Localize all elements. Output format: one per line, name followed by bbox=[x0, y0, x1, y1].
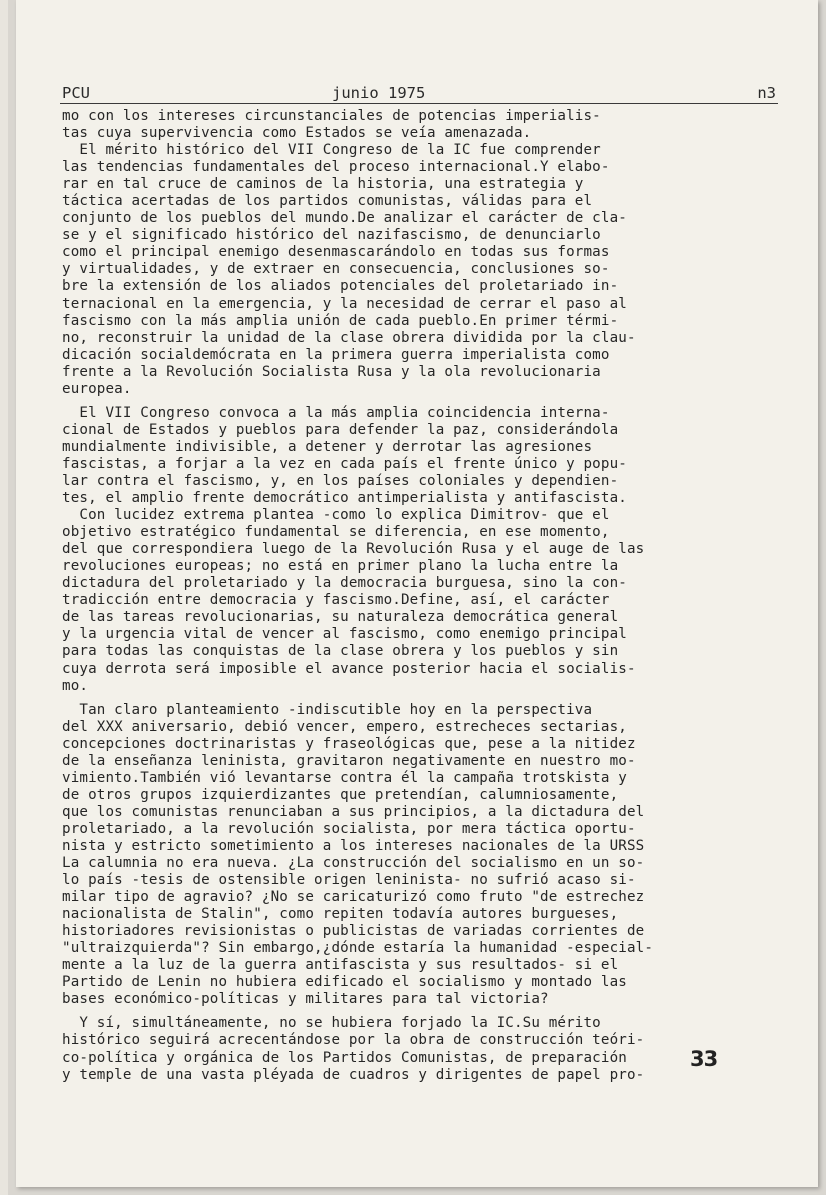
text-line: bre la extensión de los aliados potenciales del proletariado in- bbox=[62, 278, 619, 295]
text-line: mo con los intereses circunstanciales de potencias imperialis- bbox=[62, 108, 601, 124]
text-line: mundialmente indivisible, a detener y derrotar las agresiones bbox=[62, 438, 593, 455]
text-line: co-política y orgánica de los Partidos Comunistas, de preparación bbox=[62, 1049, 627, 1066]
header-date: junio 1975 bbox=[332, 84, 426, 102]
text-line: fascismo con la más amplia unión de cada pueblo.En primer térmi- bbox=[62, 312, 619, 329]
text-line: concepciones doctrinaristas y fraseológicas que, pese a la nitidez bbox=[62, 735, 636, 752]
header-rule bbox=[60, 103, 778, 104]
text-line: nacionalista de Stalin", como repiten todavía autores burgueses, bbox=[62, 906, 619, 923]
text-line: tas cuya supervivencia como Estados se veía amenazada. bbox=[62, 125, 532, 142]
text-line: de las tareas revolucionarias, su naturaleza democrática general bbox=[62, 609, 619, 626]
text-line: del XXX aniversario, debió vencer, empero, estrecheces sectarias, bbox=[62, 718, 627, 735]
text-line: de la enseñanza leninista, gravitaron negativamente en nuestro mo- bbox=[62, 752, 636, 769]
text-line: cuya derrota será imposible el avance posterior hacia el socialis- bbox=[62, 660, 636, 677]
text-line: cional de Estados y pueblos para defender la paz, considerándola bbox=[62, 421, 619, 438]
text-line: nista y estricto sometimiento a los intereses nacionales de la URSS bbox=[62, 837, 645, 854]
header-left: PCU bbox=[62, 84, 90, 102]
text-line: milar tipo de agravio? ¿No se caricaturizó como fruto "de estrechez bbox=[62, 889, 645, 906]
text-line: táctica acertadas de los partidos comunistas, válidas para el bbox=[62, 193, 593, 210]
text-line: "ultraizquierda"? Sin embargo,¿dónde estaría la humanidad -especial- bbox=[62, 940, 654, 957]
text-line: tes, el amplio frente democrático antimperialista y antifascista. bbox=[62, 490, 627, 507]
document-page bbox=[16, 0, 818, 1187]
text-line: histórico seguirá acrecentándose por la obra de construcción teóri- bbox=[62, 1032, 645, 1049]
body-text bbox=[62, 108, 774, 1084]
text-line: para todas las conquistas de la clase obrera y los pueblos y sin bbox=[62, 643, 619, 660]
text-line: y la urgencia vital de vencer al fascismo, como enemigo principal bbox=[62, 626, 627, 643]
text-line: El mérito histórico del VII Congreso de la IC fue comprender bbox=[62, 142, 601, 159]
header-issue: n3 bbox=[757, 84, 776, 102]
text-line: no, reconstruir la unidad de la clase obrera dividida por la clau- bbox=[62, 329, 636, 346]
text-line: La calumnia no era nueva. ¿La construcción del socialismo en un so- bbox=[62, 855, 645, 872]
text-line: Con lucidez extrema plantea -como lo explica Dimitrov- que el bbox=[62, 507, 610, 524]
text-line: mo. bbox=[62, 677, 89, 694]
text-line: y virtualidades, y de extraer en consecuencia, conclusiones so- bbox=[62, 261, 610, 278]
text-line: que los comunistas renunciaban a sus principios, a la dictadura del bbox=[62, 803, 645, 820]
text-line: bases económico-políticas y militares para tal victoria? bbox=[62, 991, 549, 1008]
paragraph bbox=[62, 702, 774, 1009]
text-line: objetivo estratégico fundamental se diferencia, en ese momento, bbox=[62, 524, 610, 541]
text-line: Y sí, simultáneamente, no se hubiera forjado la IC.Su mérito bbox=[62, 1015, 601, 1032]
text-line: lar contra el fascismo, y, en los países coloniales y dependien- bbox=[62, 472, 619, 489]
text-line: ternacional en la emergencia, y la necesidad de cerrar el paso al bbox=[62, 295, 627, 312]
text-line: fascistas, a forjar a la vez en cada país el frente único y popu- bbox=[62, 455, 627, 472]
sheet-edge bbox=[0, 0, 8, 1195]
paragraph-gap bbox=[62, 398, 774, 405]
text-line: del que correspondiera luego de la Revolución Rusa y el auge de las bbox=[62, 541, 645, 558]
text-line: conjunto de los pueblos del mundo.De analizar el carácter de cla- bbox=[62, 210, 627, 227]
text-line: y temple de una vasta pléyada de cuadros y dirigentes de papel pro- bbox=[62, 1066, 645, 1083]
text-line: como el principal enemigo desenmascarándolo en todas sus formas bbox=[62, 244, 610, 261]
paragraph-gap bbox=[62, 695, 774, 702]
text-line: proletariado, a la revolución socialista, por mera táctica oportu- bbox=[62, 820, 636, 837]
text-line: frente a la Revolución Socialista Rusa y la ola revolucionaria bbox=[62, 363, 601, 380]
text-line: europea. bbox=[62, 380, 132, 397]
paragraph bbox=[62, 405, 774, 695]
text-line: historiadores revisionistas o publicistas de variadas corrientes de bbox=[62, 923, 645, 940]
page-number: 33 bbox=[690, 1047, 718, 1071]
paragraph bbox=[62, 108, 774, 142]
text-line: Tan claro planteamiento -indiscutible hoy en la perspectiva bbox=[62, 701, 593, 718]
text-line: revoluciones europeas; no está en primer plano la lucha entre la bbox=[62, 558, 619, 575]
paragraph bbox=[62, 1015, 774, 1083]
paragraph-gap bbox=[62, 1008, 774, 1015]
text-line: las tendencias fundamentales del proceso internacional.Y elabo- bbox=[62, 159, 610, 176]
text-line: se y el significado histórico del nazifascismo, de denunciarlo bbox=[62, 227, 601, 244]
text-line: Partido de Lenin no hubiera edificado el socialismo y montado las bbox=[62, 974, 627, 991]
text-line: mente a la luz de la guerra antifascista y sus resultados- si el bbox=[62, 957, 619, 974]
text-line: de otros grupos izquierdizantes que pretendían, calumniosamente, bbox=[62, 786, 619, 803]
text-line: tradicción entre democracia y fascismo.Define, así, el carácter bbox=[62, 592, 610, 609]
text-line: rar en tal cruce de caminos de la historia, una estrategia y bbox=[62, 176, 584, 193]
text-line: dicación socialdemócrata en la primera guerra imperialista como bbox=[62, 346, 610, 363]
text-line: dictadura del proletariado y la democracia burguesa, sino la con- bbox=[62, 575, 627, 592]
text-line: vimiento.También vió levantarse contra él la campaña trotskista y bbox=[62, 769, 627, 786]
paragraph bbox=[62, 142, 774, 398]
text-line: El VII Congreso convoca a la más amplia coincidencia interna- bbox=[62, 404, 610, 421]
text-line: lo país -tesis de ostensible origen leninista- no sufrió acaso si- bbox=[62, 872, 636, 889]
